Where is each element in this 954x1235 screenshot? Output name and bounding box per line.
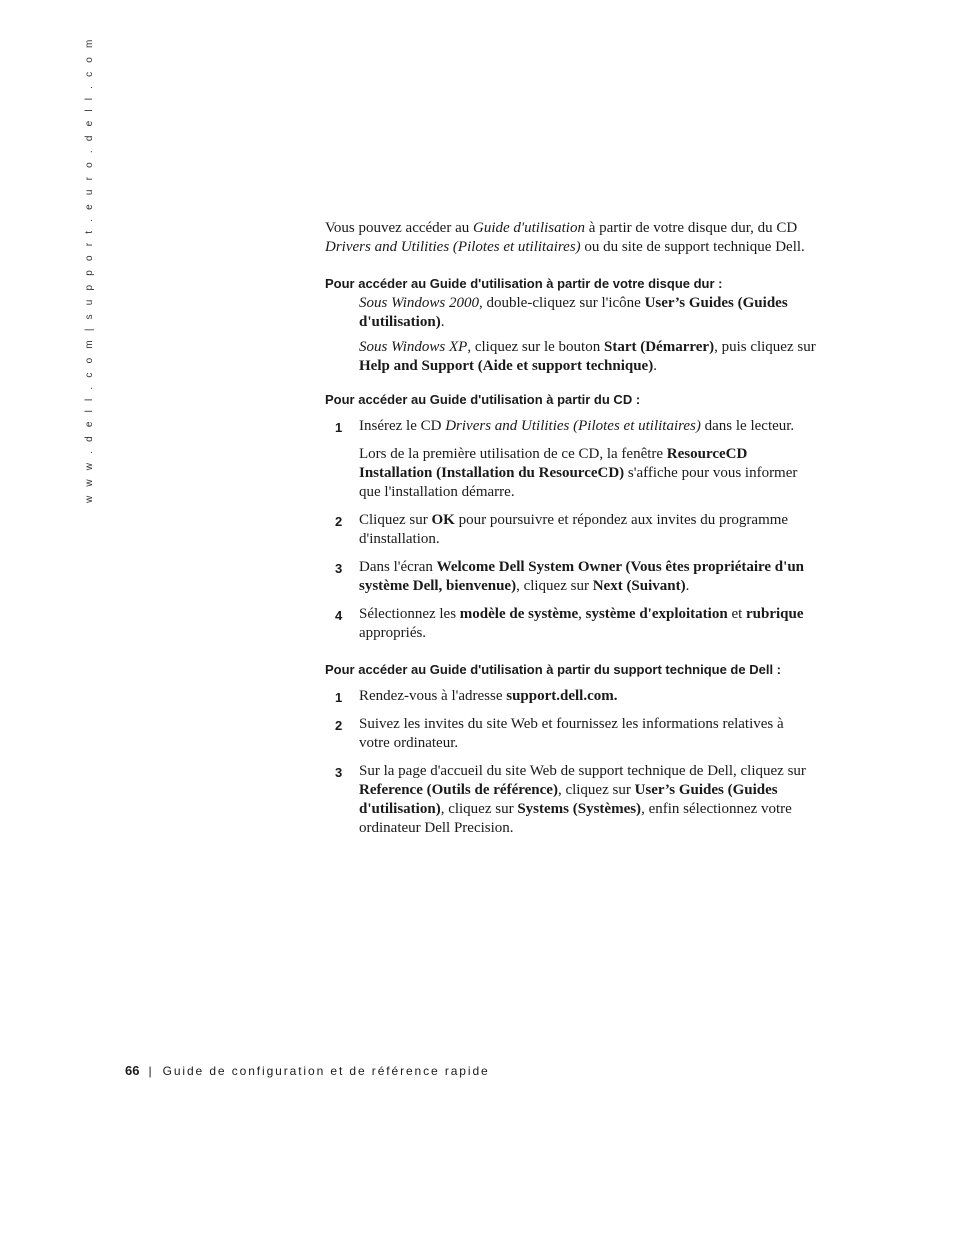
list-item [325,511,817,549]
text: , cliquez sur [516,578,593,594]
step-number: 3 [335,561,343,576]
ui-label: User’s Guides (Guides d'utilisation) [359,295,788,330]
windows-xp-paragraph [359,338,817,376]
text: Vous pouvez accéder au [325,220,473,236]
sidebar-url: w w w . d e l l . c o m | s u p p o r t . e u r o . d e l l . c o m [84,36,95,503]
list-item [325,605,817,643]
section-heading-disk: Pour accéder au Guide d'utilisation à partir de votre disque dur : [325,276,723,291]
url-text: support.dell.com. [506,688,618,704]
step-number: 1 [335,690,343,705]
ui-label: modèle de système [459,606,579,622]
text: . [440,314,445,330]
ui-label: rubrique [746,606,804,622]
text: s'affiche pour vous informer que l'installation démarre. [359,465,798,500]
ui-label: Start (Démarrer) [603,339,715,355]
text: . [685,578,690,594]
ui-label: Reference (Outils de référence) [359,782,558,798]
step-text [359,762,817,838]
emphasis: Guide d'utilisation [473,220,585,236]
page-number: 66 [125,1063,140,1078]
text: appropriés. [359,625,427,641]
windows-2000-paragraph [359,294,817,332]
step-text [359,687,817,706]
text: , cliquez sur le bouton [467,339,604,355]
list-item [325,417,817,502]
step-text: Suivez les invites du site Web et fournissez les informations relatives à votre ordinateur. [359,716,784,751]
page-footer [125,1063,490,1078]
text: , cliquez sur [557,782,635,798]
step-number: 1 [335,420,343,435]
text: Sur la page d'accueil du site Web de support technique de Dell, cliquez sur [359,763,806,779]
ui-label: Help and Support (Aide et support technique) [359,358,654,374]
text: , puis cliquez sur [714,339,816,355]
intro-paragraph [325,219,817,257]
step-number: 2 [335,514,343,529]
list-item [325,762,817,838]
text: Rendez-vous à l'adresse [359,688,507,704]
text: , enfin sélectionnez votre ordinateur Dell Precision. [359,801,792,836]
text: . [653,358,657,374]
footer-title: Guide de configuration et de référence rapide [162,1064,490,1078]
footer-separator: | [148,1064,152,1078]
section-heading-cd: Pour accéder au Guide d'utilisation à partir du CD : [325,392,641,407]
step-number: 2 [335,718,343,733]
text: à partir de votre disque dur, du CD [584,220,798,236]
main-content [325,219,817,847]
text: Cliquez sur [359,512,432,528]
emphasis: Sous Windows 2000 [359,295,480,311]
emphasis: Sous Windows XP [359,339,468,355]
ui-label: Next (Suivant) [592,578,686,594]
text: , cliquez sur [440,801,518,817]
text: Sélectionnez les [359,606,460,622]
step-text [359,558,817,596]
step-note [359,445,817,502]
ui-label: OK [431,512,455,528]
step-number: 4 [335,608,343,623]
text: Dans l'écran [359,559,437,575]
ui-label: Systems (Systèmes) [517,801,642,817]
text: Insérez le CD [359,418,446,434]
ui-label: User’s Guides (Guides d'utilisation) [359,782,778,817]
text: ou du site de support technique Dell. [580,239,805,255]
text: , double-cliquez sur l'icône [479,295,645,311]
list-item [325,558,817,596]
text: , [578,606,586,622]
step-text [359,605,817,643]
emphasis: Drivers and Utilities (Pilotes et utilitaires) [325,239,581,255]
text: dans le lecteur. [700,418,795,434]
step-text [359,511,817,549]
ui-label: système d'exploitation [585,606,728,622]
step-number: 3 [335,765,343,780]
text: Lors de la première utilisation de ce CD, la fenêtre [359,446,667,462]
list-item [325,687,817,706]
step-text [359,417,817,436]
text: et [727,606,747,622]
ui-label: Welcome Dell System Owner (Vous êtes propriétaire d'un système Dell, bienvenue) [359,559,805,594]
ui-label: ResourceCD Installation (Installation du ResourceCD) [359,446,748,481]
emphasis: Drivers and Utilities (Pilotes et utilitaires) [445,418,701,434]
list-item [325,715,817,753]
text: pour poursuivre et répondez aux invites du programme d'installation. [359,512,789,547]
section-heading-web: Pour accéder au Guide d'utilisation à partir du support technique de Dell : [325,662,781,677]
